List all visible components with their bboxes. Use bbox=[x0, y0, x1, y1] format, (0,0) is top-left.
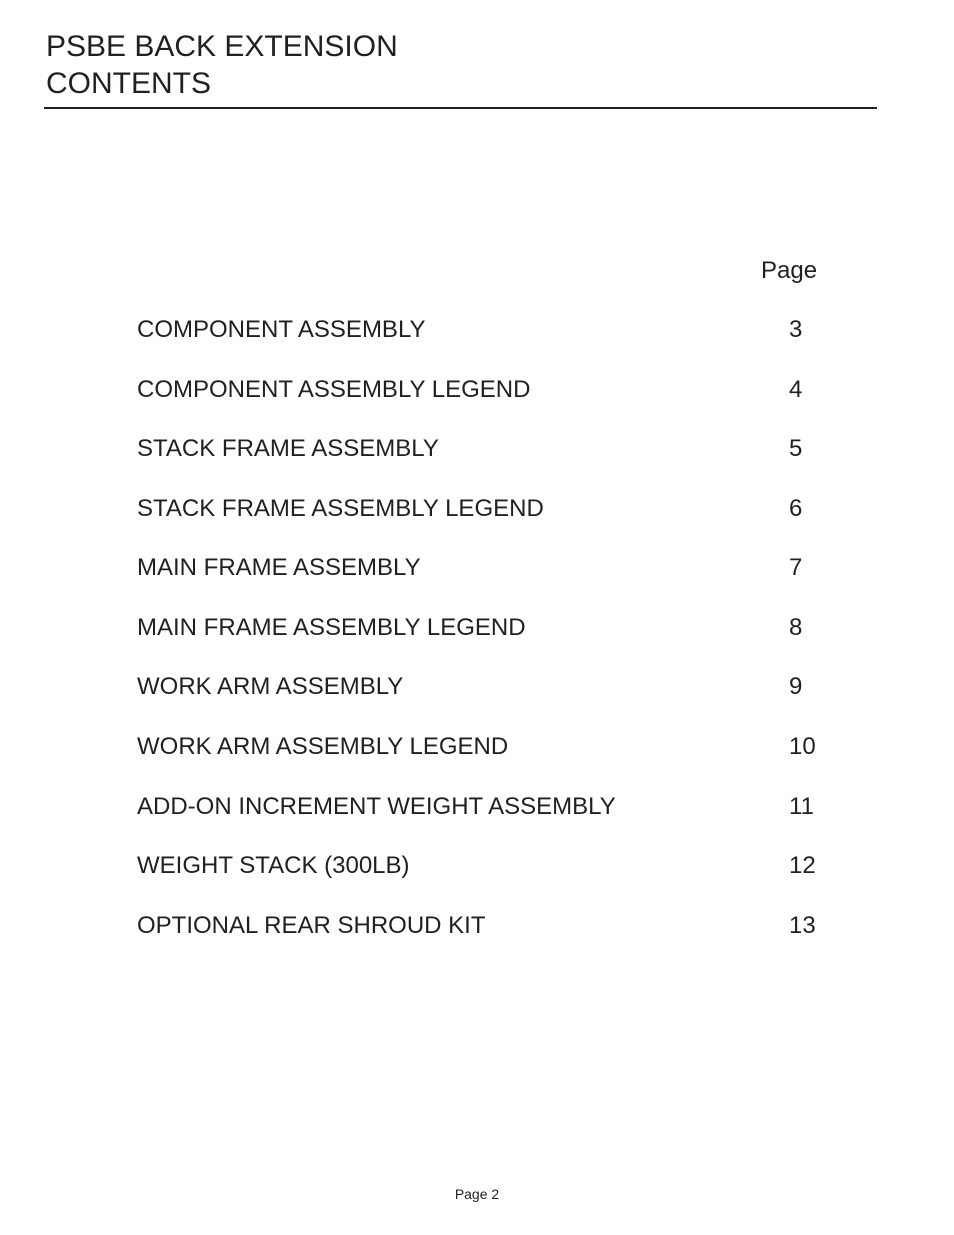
toc-entry-title: MAIN FRAME ASSEMBLY LEGEND bbox=[137, 614, 526, 641]
toc-entry bbox=[137, 613, 837, 643]
toc-entry bbox=[137, 553, 837, 583]
toc-entry-page: 4 bbox=[789, 376, 803, 403]
toc-entry-title: MAIN FRAME ASSEMBLY bbox=[137, 554, 421, 581]
toc-entry-page: 9 bbox=[789, 673, 803, 700]
toc-entry bbox=[137, 851, 837, 881]
toc-entry-page: 6 bbox=[789, 495, 803, 522]
toc-entry-page: 12 bbox=[789, 852, 816, 879]
toc-entry-title: COMPONENT ASSEMBLY bbox=[137, 316, 426, 343]
toc-entry bbox=[137, 792, 837, 822]
toc-entry-title: OPTIONAL REAR SHROUD KIT bbox=[137, 912, 486, 939]
toc-entry bbox=[137, 672, 837, 702]
section-title: CONTENTS bbox=[46, 67, 211, 100]
toc-entry bbox=[137, 375, 837, 405]
toc-entry bbox=[137, 732, 837, 762]
toc-entry-title: WORK ARM ASSEMBLY LEGEND bbox=[137, 733, 509, 760]
document-title: PSBE BACK EXTENSION bbox=[46, 30, 398, 63]
toc-entry bbox=[137, 315, 837, 345]
toc-entry-page: 8 bbox=[789, 614, 803, 641]
toc-entry bbox=[137, 434, 837, 464]
toc-entry-page: 10 bbox=[789, 733, 816, 760]
toc-entry-page: 7 bbox=[789, 554, 803, 581]
toc-entry-title: STACK FRAME ASSEMBLY bbox=[137, 435, 439, 462]
toc-entry-page: 3 bbox=[789, 316, 803, 343]
toc-entry-title: STACK FRAME ASSEMBLY LEGEND bbox=[137, 495, 544, 522]
toc-entry-title: WEIGHT STACK (300LB) bbox=[137, 852, 410, 879]
toc-entry bbox=[137, 494, 837, 524]
toc-entry-page: 5 bbox=[789, 435, 803, 462]
toc-entry-title: COMPONENT ASSEMBLY LEGEND bbox=[137, 376, 531, 403]
toc-entry bbox=[137, 911, 837, 941]
page-column-heading: Page bbox=[761, 257, 818, 284]
page-number-footer: Page 2 bbox=[454, 1186, 500, 1202]
toc-entry-page: 11 bbox=[789, 793, 814, 820]
toc-entry-title: ADD-ON INCREMENT WEIGHT ASSEMBLY bbox=[137, 793, 616, 820]
toc-entry-title: WORK ARM ASSEMBLY bbox=[137, 673, 404, 700]
toc-entry-page: 13 bbox=[789, 912, 816, 939]
